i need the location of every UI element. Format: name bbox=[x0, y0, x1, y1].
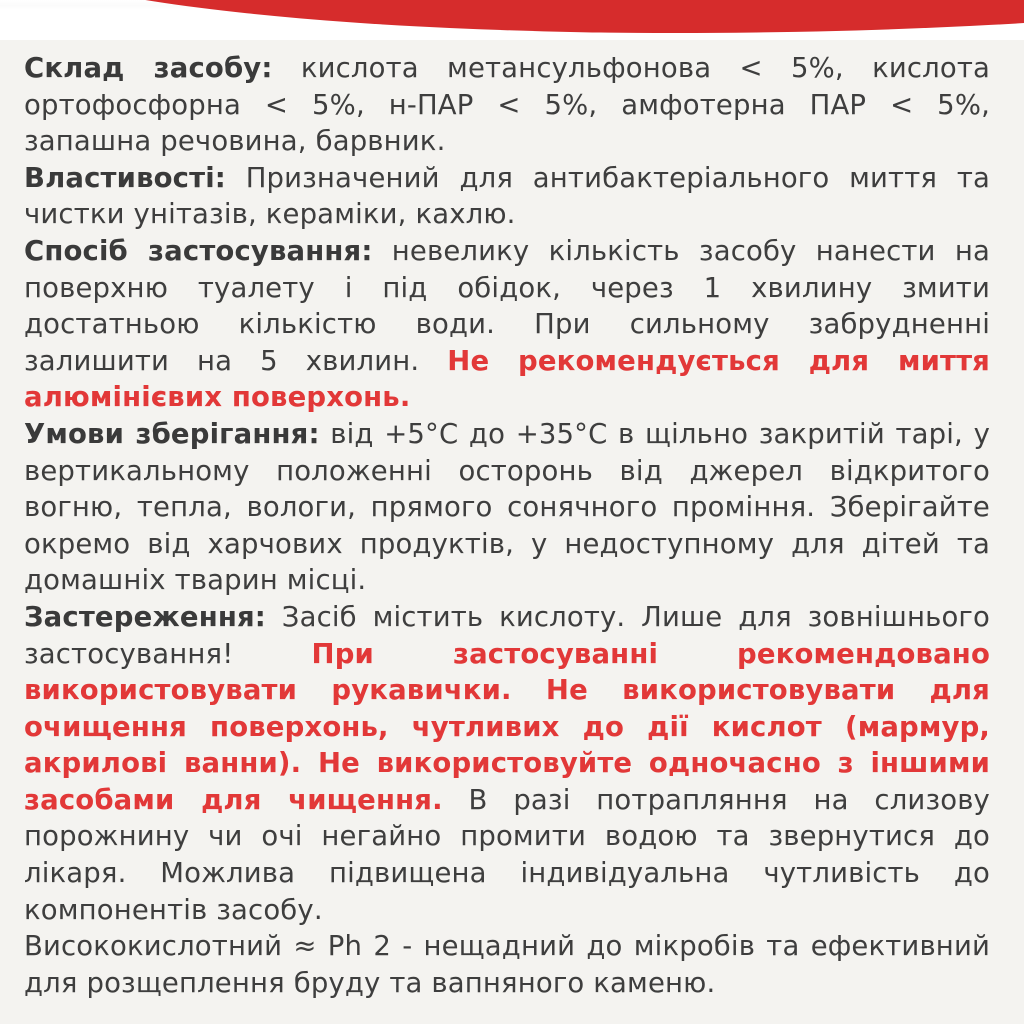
usage-text: невелику кількість засобу нанести на поверхню туалету і під обідок, через 1 хвилину змити достатньою кількістю води. При сильному забрудненні залишити на 5 хвилин. bbox=[24, 234, 990, 377]
acidity-text: Висококислотний ≈ Ph 2 - нещадний до мікробів та ефективний для розщеплення бруду та вапняного каменю. bbox=[24, 930, 990, 999]
caution-heading: Застереження: bbox=[24, 600, 266, 633]
caution-text-before: Засіб містить кислоту. Лише для зовнішнього застосування! bbox=[24, 600, 990, 670]
caution-warning: При застосуванні рекомендовано використовувати рукавички. Не використовувати для очищення поверхонь, чутливих до дії кислот (мармур, акрилові ванни). Не використовуйте одночасно з іншими засобами для чищення. bbox=[24, 637, 990, 816]
composition-heading: Склад засобу: bbox=[24, 52, 273, 84]
label-red-band bbox=[0, 0, 1024, 36]
caution-paragraph bbox=[24, 599, 990, 928]
composition-text: кислота метансульфонова < 5%, кислота ортофосфорна < 5%, н-ПАР < 5%, амфотерна ПАР < 5%, запашна речовина, барвник. bbox=[24, 52, 991, 158]
properties-text: Призначений для антибактеріального миття та чистки унітазів, кераміки, кахлю. bbox=[24, 161, 990, 231]
properties-heading: Властивості: bbox=[24, 161, 226, 194]
usage-heading: Спосіб застосування: bbox=[24, 234, 373, 267]
storage-text: від +5°С до +35°С в щільно закритій тарі, у вертикальному положенні осторонь від джерел відкритого вогню, тепла, вологи, прямого сонячного проміння. Зберігайте окремо від харчових продуктів, у недоступному для дітей та домашніх тварин місці. bbox=[24, 417, 990, 597]
properties-paragraph bbox=[24, 160, 990, 233]
storage-heading: Умови зберігання: bbox=[24, 417, 320, 450]
storage-paragraph bbox=[24, 416, 990, 599]
composition-paragraph bbox=[24, 50, 990, 160]
usage-warning: Не рекомендується для миття алюмінієвих поверхонь. bbox=[24, 344, 990, 414]
acidity-paragraph bbox=[24, 928, 990, 1001]
usage-paragraph bbox=[24, 233, 990, 416]
caution-text-after: В разі потрапляння на слизову порожнину чи очі негайно промити водою та звернутися до лікаря. Можлива підвищена індивідуальна чутливість до компонентів засобу. bbox=[24, 783, 990, 926]
product-label-text bbox=[24, 50, 990, 1001]
